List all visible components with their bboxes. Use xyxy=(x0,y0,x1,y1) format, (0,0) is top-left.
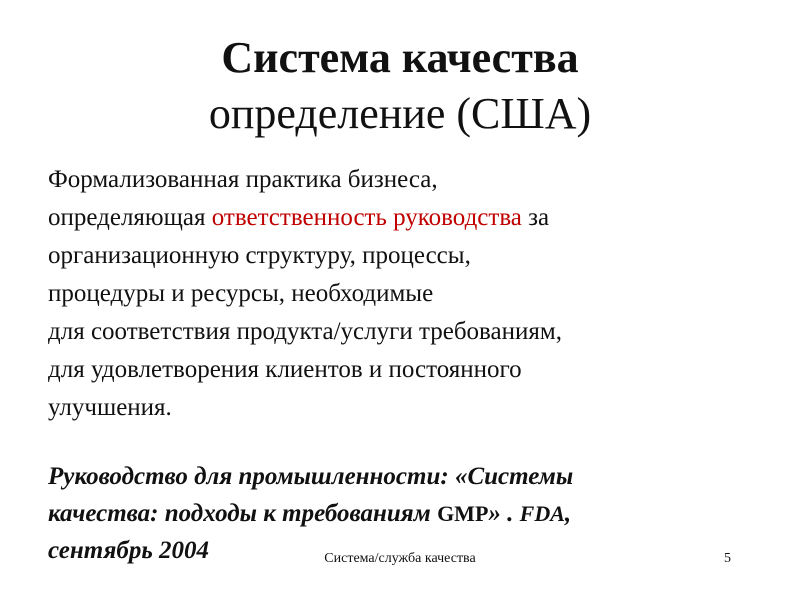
reference-segment: » . xyxy=(488,500,520,527)
reference-line: Руководство для промышленности: «Системы xyxy=(48,463,574,490)
definition-segment: определяющая xyxy=(48,204,212,231)
title-main: Система качества xyxy=(221,33,579,82)
page-number: 5 xyxy=(724,551,731,566)
definition-line: улучшения. xyxy=(48,394,172,421)
definition-line: Формализованная практика бизнеса, xyxy=(48,166,438,193)
reference-segment: качества: подходы к требованиям xyxy=(48,500,438,527)
reference-gmp: GMP xyxy=(437,501,489,526)
definition-line: для соответствия продукта/услуги требованиям, xyxy=(48,318,562,345)
title-subtitle: определение (США) xyxy=(208,89,592,138)
reference-segment: , xyxy=(564,500,572,527)
reference-fda: FDA xyxy=(519,501,565,526)
reference-date: сентябрь 2004 xyxy=(48,537,210,564)
reference-line xyxy=(48,494,768,534)
definition-segment: за xyxy=(521,204,550,231)
definition-line: организационную структуру, процессы, xyxy=(48,242,471,269)
definition-line: процедуры и ресурсы, необходимые xyxy=(48,280,434,307)
definition-line: для удовлетворения клиентов и постоянного xyxy=(48,356,522,383)
slide-title xyxy=(0,32,800,140)
definition-text xyxy=(48,161,768,427)
footer-label: Система/служба качества xyxy=(324,551,476,566)
highlighted-phrase: ответственность руководства xyxy=(211,204,522,231)
definition-line xyxy=(48,199,768,237)
